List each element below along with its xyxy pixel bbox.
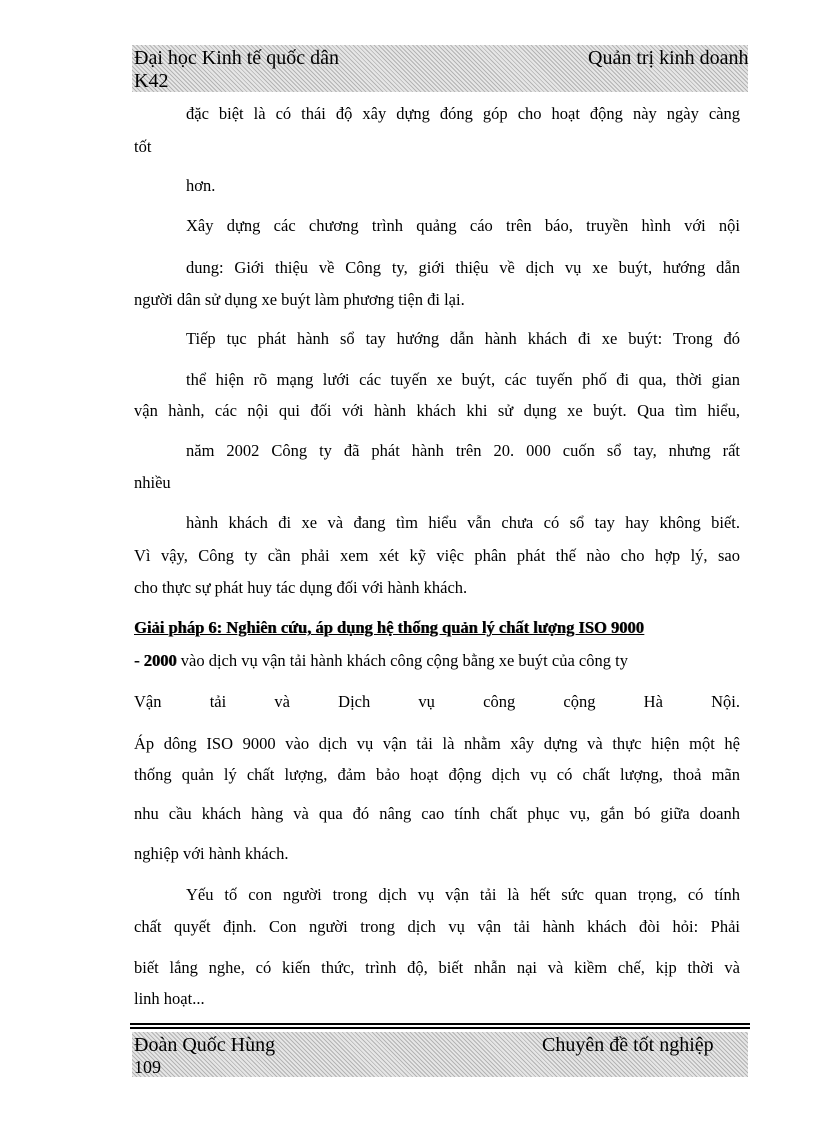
solution-line-rest: vào dịch vụ vận tải hành khách công cộng bằng xe buýt của công ty: [176, 651, 628, 670]
body-line: thống quản lý chất lượng, đảm bảo hoạt động dịch vụ có chất lượng, thoả mãn: [134, 765, 740, 784]
solution-line: Vận tải và Dịch vụ công cộng Hà Nội.: [134, 692, 740, 711]
body-line: đặc biệt là có thái độ xây dựng đóng góp cho hoạt động này ngày càng: [186, 104, 740, 123]
body-line: Yếu tố con người trong dịch vụ vận tải là hết sức quan trọng, có tính: [186, 885, 740, 904]
body-line: vận hành, các nội qui đối với hành khách khi sử dụng xe buýt. Qua tìm hiểu,: [134, 401, 740, 420]
body-line: cho thực sự phát huy tác dụng đối với hành khách.: [134, 578, 468, 597]
footer-rule-bottom: [130, 1027, 750, 1029]
body-line: hành khách đi xe và đang tìm hiểu vẫn chưa có sổ tay hay không biết.: [186, 513, 740, 532]
body-line: tốt: [134, 137, 152, 156]
footer-rule-top: [130, 1023, 750, 1025]
body-line: Áp dông ISO 9000 vào dịch vụ vận tải là nhằm xây dựng và thực hiện một hệ: [134, 734, 740, 753]
body-line: chất quyết định. Con người trong dịch vụ vận tải hành khách đòi hỏi: Phải: [134, 917, 740, 936]
body-line: biết lắng nghe, có kiến thức, trình độ, biết nhẫn nại và kiềm chế, kịp thời và: [134, 958, 740, 977]
page-footer: [132, 1032, 748, 1077]
footer-author: Đoàn Quốc Hùng: [134, 1034, 276, 1056]
body-line: Xây dựng các chương trình quảng cáo trên báo, truyền hình với nội: [186, 216, 740, 235]
page-header: [132, 45, 748, 92]
body-line: linh hoạt...: [134, 989, 205, 1008]
page-number: 109: [134, 1057, 161, 1077]
header-department: Quản trị kinh doanh: [588, 47, 749, 69]
header-university: Đại học Kinh tế quốc dân: [134, 47, 339, 69]
body-line: nhu cầu khách hàng và qua đó nâng cao tính chất phục vụ, gắn bó giữa doanh: [134, 804, 740, 823]
body-line: nghiệp với hành khách.: [134, 844, 289, 863]
body-line: hơn.: [186, 176, 216, 195]
body-line: Vì vậy, Công ty cần phải xem xét kỹ việc phân phát thế nào cho hợp lý, sao: [134, 546, 740, 565]
body-line: Tiếp tục phát hành sổ tay hướng dẫn hành khách đi xe buýt: Trong đó: [186, 329, 740, 348]
body-line: người dân sử dụng xe buýt làm phương tiện đi lại.: [134, 290, 465, 309]
body-line: dung: Giới thiệu về Công ty, giới thiệu về dịch vụ xe buýt, hướng dẫn: [186, 258, 740, 277]
solution-heading-end: - 2000: [134, 651, 177, 670]
body-line: nhiều: [134, 473, 171, 492]
header-class: K42: [134, 70, 169, 92]
footer-title: Chuyên đề tốt nghiệp: [542, 1034, 714, 1056]
body-line: năm 2002 Công ty đã phát hành trên 20. 000 cuốn sổ tay, nhưng rất: [186, 441, 740, 460]
solution-line: [134, 651, 628, 671]
body-line: thể hiện rõ mạng lưới các tuyến xe buýt, các tuyến phố đi qua, thời gian: [186, 370, 740, 389]
solution-heading: Giải pháp 6: Nghiên cứu, áp dụng hệ thống quản lý chất lượng ISO 9000: [134, 618, 644, 637]
